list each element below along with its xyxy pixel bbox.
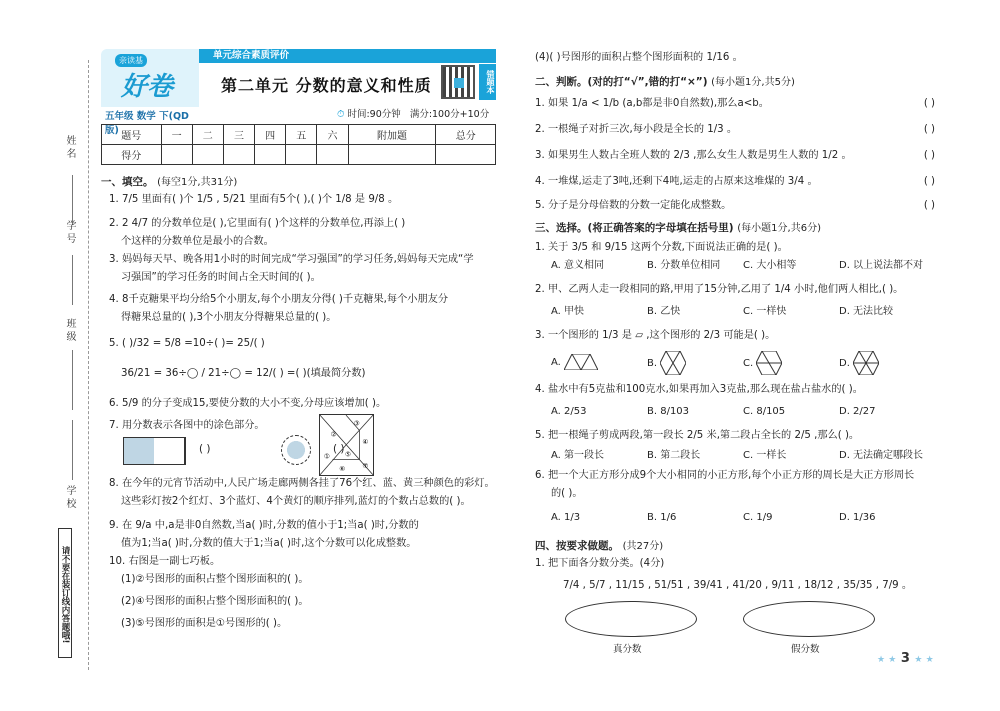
option[interactable]: D. 1/36	[839, 512, 876, 523]
section-4-heading: 四、按要求做题。	[535, 540, 619, 552]
score-cell: 五	[286, 125, 317, 145]
option[interactable]: C. 1/9	[743, 512, 773, 523]
score-input[interactable]	[348, 145, 436, 165]
score-cell: 二	[192, 125, 223, 145]
proper-fraction-label: 真分数	[613, 644, 642, 655]
question-2[interactable]: 2. 2 4/7 的分数单位是( ),它里面有( )个这样的分数单位,再添上( )	[109, 218, 406, 229]
judge-5-text: 5. 分子是分母倍数的分数一定能化成整数。	[535, 200, 732, 211]
score-cell: 总分	[436, 125, 496, 145]
option[interactable]: C. 大小相等	[743, 260, 797, 271]
option[interactable]	[743, 351, 839, 375]
time-info	[337, 106, 489, 120]
section-2-title	[535, 73, 950, 89]
choice-6-options	[535, 509, 950, 527]
question-9-cont: 值为1;当a( )时,分数的值大于1;当a( )时,这个分数可以化成整数。	[121, 538, 417, 549]
question-5[interactable]: 5. ( )/32 = 5/8 =10÷( )= 25/( )	[109, 338, 265, 349]
option[interactable]: A. 1/3	[551, 512, 581, 523]
errbook-tag: 错题本	[479, 64, 496, 100]
choice-6-cont: 的( )。	[551, 488, 583, 499]
choice-2-options	[535, 303, 950, 321]
question-10: 10. 右图是一副七巧板。	[109, 556, 221, 567]
option[interactable]	[647, 351, 743, 375]
option-label: B.	[647, 358, 658, 369]
option[interactable]: A. 2/53	[551, 406, 587, 417]
option[interactable]: D. 2/27	[839, 406, 876, 417]
svg-text:④: ④	[362, 438, 369, 447]
score-table	[101, 124, 496, 165]
judge-1-answer[interactable]: ( )	[923, 98, 935, 109]
right-column	[535, 49, 950, 661]
grade-label: 五年级 数学 下(QD版)	[105, 111, 189, 136]
judge-4-answer[interactable]: ( )	[923, 176, 935, 187]
score-input[interactable]	[223, 145, 254, 165]
section-1-title	[101, 173, 506, 189]
option[interactable]: B. 分数单位相同	[647, 260, 721, 271]
svg-text:⑦: ⑦	[362, 462, 369, 471]
time-label: 时间:90分钟	[347, 109, 401, 120]
tag-bar	[199, 49, 496, 63]
judge-2-text: 2. 一根绳子对折三次,每小段是全长的 1/3 。	[535, 124, 738, 135]
choice-4-options	[535, 403, 950, 421]
choice-6[interactable]: 6. 把一个大正方形分成9个大小相同的小正方形,每个小正方形的周长是大正方形周长	[535, 470, 915, 481]
full-score-label: 满分:100分+10分	[409, 109, 490, 120]
question-10-1[interactable]: (1)②号图形的面积占整个图形面积的( )。	[121, 574, 309, 585]
binding-dash-line	[88, 60, 89, 670]
option-label: D.	[839, 358, 850, 369]
option[interactable]: C. 8/105	[743, 406, 786, 417]
question-2-cont: 个这样的分数单位是最小的合数。	[121, 236, 274, 247]
choice-5-options	[535, 447, 950, 465]
question-1[interactable]: 1. 7/5 里面有( )个 1/5 , 5/21 里面有5个( ),( )个 1/8 是 9/8 。	[109, 194, 399, 205]
section-3-heading: 三、选择。(将正确答案的字母填在括号里)	[535, 222, 734, 234]
judge-2	[535, 121, 950, 139]
tag-label: 单元综合素质评价	[213, 50, 290, 61]
fraction-list: 7/4 , 5/7 , 11/15 , 51/51 , 39/41 , 41/20 , 9/11 , 18/12 , 35/35 , 7/9 。	[563, 580, 913, 591]
question-4-cont: 得糖果总量的( ),3个小朋友分得糖果总量的( )。	[121, 312, 337, 323]
score-cell: 得分	[102, 145, 162, 165]
option[interactable]: B. 1/6	[647, 512, 677, 523]
score-input[interactable]	[286, 145, 317, 165]
svg-text:①: ①	[323, 452, 330, 461]
judge-3-answer[interactable]: ( )	[923, 150, 935, 161]
question-3-cont: 习强国”的学习任务的时间占全天时间的( )。	[121, 272, 321, 283]
section-1-note: (每空1分,共31分)	[157, 177, 238, 188]
judge-5	[535, 197, 950, 215]
choice-5[interactable]: 5. 把一根绳子剪成两段,第一段长 2/5 米,第二段占全长的 2/5 ,那么( )。	[535, 430, 860, 441]
option[interactable]: D. 以上说法都不对	[839, 260, 924, 271]
question-3[interactable]: 3. 妈妈每天早、晚各用1小时的时间完成“学习强国”的学习任务,妈妈每天完成“学	[109, 254, 474, 265]
improper-fraction-oval[interactable]	[743, 601, 875, 637]
shaded-rectangle-figure	[123, 437, 185, 465]
choice-3[interactable]: 3. 一个图形的 1/3 是 ▱ ,这个图形的 2/3 可能是( )。	[535, 330, 776, 341]
tangram-figure	[319, 414, 374, 476]
option[interactable]: A. 甲快	[551, 306, 585, 317]
field-school-line[interactable]	[72, 420, 73, 480]
binding-warning: 请不要在装订线内答题哦!	[58, 528, 72, 658]
question-8-cont: 这些彩灯按2个红灯、3个蓝灯、4个黄灯的顺序排列,蓝灯的个数占总数的( )。	[121, 496, 471, 507]
option-label: C.	[743, 358, 754, 369]
question-10-3[interactable]: (3)⑤号图形的面积是①号图形的( )。	[121, 618, 288, 629]
option[interactable]: C. 一样长	[743, 450, 787, 461]
judge-3-text: 3. 如果男生人数占全班人数的 2/3 ,那么女生人数是男生人数的 1/2 。	[535, 150, 852, 161]
option[interactable]: A. 第一段长	[551, 450, 605, 461]
score-cell: 一	[161, 125, 192, 145]
score-input[interactable]	[255, 145, 286, 165]
score-input[interactable]	[436, 145, 496, 165]
option[interactable]: B. 乙快	[647, 306, 681, 317]
question-8[interactable]: 8. 在今年的元宵节活动中,人民广场走廊两侧各挂了76个红、蓝、黄三种颜色的彩灯。	[109, 478, 495, 489]
question-4[interactable]: 4. 8千克糖果平均分给5个小朋友,每个小朋友分得( )千克糖果,每个小朋友分	[109, 294, 449, 305]
judge-4	[535, 173, 950, 191]
judge-2-answer[interactable]: ( )	[923, 124, 935, 135]
svg-text:②: ②	[330, 430, 337, 439]
binding-margin	[0, 0, 100, 711]
section-3-title	[535, 219, 950, 235]
judge-1-text: 1. 如果 1/a < 1/b (a,b都是非0自然数),那么a<b。	[535, 98, 769, 109]
judge-1	[535, 95, 950, 113]
star-icon: ★ ★	[914, 655, 934, 665]
section-1-heading: 一、填空。	[101, 176, 154, 188]
field-name-label: 姓名	[64, 135, 75, 161]
score-value-row	[102, 145, 496, 165]
option[interactable]: A. 意义相同	[551, 260, 605, 271]
judge-4-text: 4. 一堆煤,运走了3吨,还剩下4吨,运走的占原来这堆煤的 3/4 。	[535, 176, 818, 187]
page-number-value: 3	[900, 651, 910, 666]
option[interactable]: C. 一样快	[743, 306, 787, 317]
answer-blank[interactable]: ( )	[333, 443, 345, 455]
option[interactable]	[551, 354, 647, 372]
section-4-title	[535, 537, 950, 553]
task-1: 1. 把下面各分数分类。(4分)	[535, 558, 665, 569]
judge-3	[535, 147, 950, 165]
score-input[interactable]	[192, 145, 223, 165]
question-9[interactable]: 9. 在 9/a 中,a是非0自然数,当a( )时,分数的值小于1;当a( )时,分数的	[109, 520, 419, 531]
svg-text:⑤: ⑤	[345, 450, 352, 459]
field-school-label: 学校	[64, 485, 75, 511]
option[interactable]: D. 无法比较	[839, 306, 894, 317]
score-input[interactable]	[161, 145, 192, 165]
star-icon: ★ ★	[877, 655, 897, 665]
question-10-2[interactable]: (2)④号图形的面积占整个图形面积的( )。	[121, 596, 309, 607]
hexagon-shape-icon	[756, 351, 782, 375]
page-title: 第二单元 分数的意义和性质	[221, 76, 432, 95]
hexagon-shape-icon	[853, 351, 879, 375]
option[interactable]: D. 无法确定哪段长	[839, 450, 924, 461]
brand-logo: 好卷	[121, 72, 174, 102]
qr-code-icon	[441, 65, 475, 99]
question-5-cont[interactable]: 36/21 = 36÷◯ / 21÷◯ = 12/( ) =( )(填最简分数)	[121, 368, 366, 379]
question-7: 7. 用分数表示各图中的涂色部分。	[109, 420, 265, 431]
section-4-note: (共27分)	[622, 541, 664, 552]
choice-4[interactable]: 4. 盐水中有5克盐和100克水,如果再加入3克盐,那么现在盐占盐水的( )。	[535, 384, 863, 395]
option[interactable]: B. 8/103	[647, 406, 690, 417]
logo	[101, 49, 199, 107]
improper-fraction-label: 假分数	[791, 644, 820, 655]
field-class-label: 班级	[64, 318, 75, 344]
section-2-heading: 二、判断。(对的打“√”,错的打“×”)	[535, 76, 708, 88]
svg-text:③: ③	[353, 419, 360, 428]
question-10-4[interactable]: (4)( )号图形的面积占整个图形面积的 1/16 。	[535, 52, 743, 63]
publisher-label: 亲读基	[115, 54, 147, 67]
field-id-line[interactable]	[72, 255, 73, 305]
section-3-note: (每小题1分,共6分)	[737, 223, 821, 234]
option[interactable]	[839, 351, 935, 375]
question-7-figures	[101, 435, 506, 469]
header	[101, 49, 496, 136]
field-class-line[interactable]	[72, 350, 73, 410]
option[interactable]: B. 第二段长	[647, 450, 701, 461]
shaded-circle-figure	[281, 435, 311, 465]
choice-3-options	[535, 349, 950, 377]
clock-icon: ⏱	[337, 109, 345, 120]
score-cell: 题号	[102, 125, 162, 145]
answer-blank[interactable]: ( )	[199, 443, 211, 455]
page-number	[877, 651, 934, 666]
field-name-line[interactable]	[72, 175, 73, 225]
choice-2[interactable]: 2. 甲、乙两人走一段相同的路,甲用了15分钟,乙用了 1/4 小时,他们两人相比,( )。	[535, 284, 904, 295]
score-cell: 附加题	[348, 125, 436, 145]
left-column	[101, 173, 506, 633]
judge-5-answer[interactable]: ( )	[923, 200, 935, 211]
score-cell: 四	[255, 125, 286, 145]
choice-1[interactable]: 1. 关于 3/5 和 9/15 这两个分数,下面说法正确的是( )。	[535, 242, 788, 253]
section-2-note: (每小题1分,共5分)	[711, 77, 795, 88]
choice-1-options	[535, 257, 950, 275]
score-cell: 三	[223, 125, 254, 145]
field-id-label: 学号	[64, 220, 75, 246]
score-input[interactable]	[317, 145, 348, 165]
score-cell: 六	[317, 125, 348, 145]
question-6[interactable]: 6. 5/9 的分子变成15,要使分数的大小不变,分母应该增加( )。	[109, 398, 387, 409]
option-label: A.	[551, 357, 561, 368]
hexagon-shape-icon	[660, 351, 686, 375]
proper-fraction-oval[interactable]	[565, 601, 697, 637]
parallelogram-shape-icon	[564, 354, 598, 370]
svg-text:⑥: ⑥	[339, 465, 346, 474]
score-header-row	[102, 125, 496, 145]
